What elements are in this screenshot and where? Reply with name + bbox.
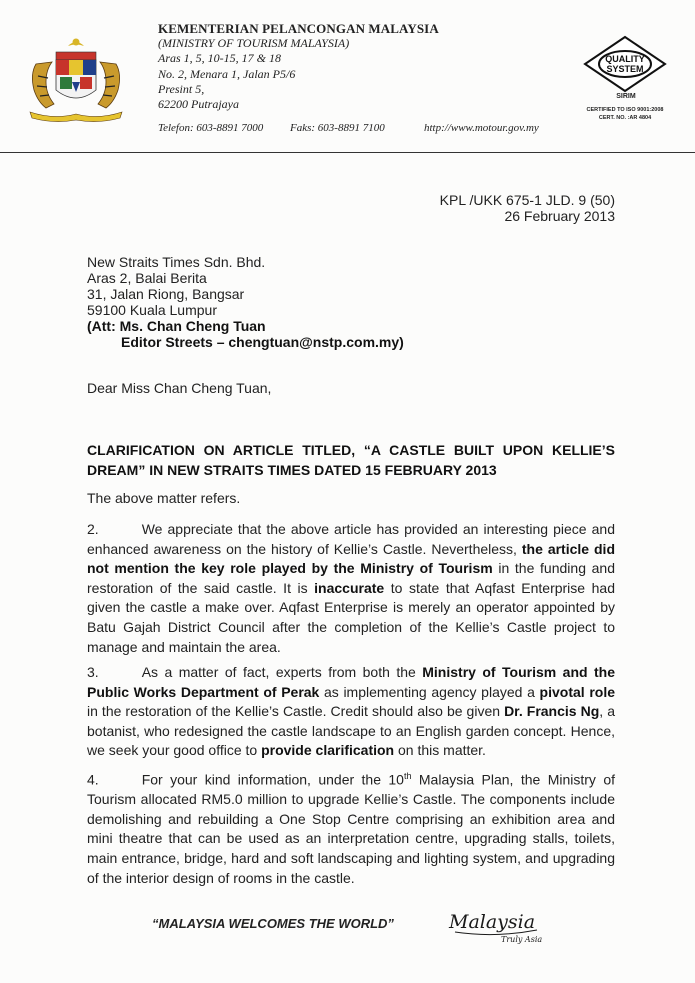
letter-date: 26 February 2013 xyxy=(504,208,615,224)
ministry-name: KEMENTERIAN PELANCONGAN MALAYSIA xyxy=(158,21,439,36)
badge-text-system: SYSTEM xyxy=(606,64,644,74)
attention-line: (Att: Ms. Chan Cheng Tuan xyxy=(87,318,266,334)
ministry-name-english: (MINISTRY OF TOURISM MALAYSIA) xyxy=(158,36,350,51)
letter-subject: CLARIFICATION ON ARTICLE TITLED, “A CASTLE BUILT UPON KELLIE’S DREAM” IN NEW STRAITS TIMES DATED 15 FEBRUARY 2013 xyxy=(87,442,615,478)
address-line: No. 2, Menara 1, Jalan P5/6 xyxy=(158,66,296,81)
fax-number: Faks: 603-8891 7100 xyxy=(290,122,385,134)
attention-editor-line: Editor Streets – chengtuan@nstp.com.my) xyxy=(121,334,404,350)
certification-standard: CERTIFIED TO ISO 9001:2008 xyxy=(586,107,664,113)
quality-system-badge-icon xyxy=(583,35,667,93)
telephone-number: Telefon: 603-8891 7000 xyxy=(158,122,264,134)
paragraph-text: to state that Aqfast Enterprise had given the castle a make over. Aqfast Enterprise is merely an operator appointed by Batu Gajah District Council after the completion of the Kellie’s Castle project to manage and maintain the area. xyxy=(87,579,615,655)
paragraph-emphasis: inaccurate xyxy=(314,579,385,596)
recipient-address-line: 59100 Kuala Lumpur xyxy=(87,302,217,318)
sirim-label: SIRIM xyxy=(616,93,636,100)
paragraph-text: on this matter. xyxy=(394,742,486,759)
paragraph-text: Malaysia Plan, the Ministry of Tourism allocated RM5.0 million to upgrade Kellie’s Castle. The components include demolishing and rebuilding a One Stop Centre comprising an exhibition area and mini theatre that can be used as an interpretation centre, upgrading stalls, toilets, main entrance, bridge, hard and soft landscaping and lighting system, and upgrading of the interior design of rooms in the castle. xyxy=(87,771,615,886)
paragraph-text: For your kind information, under the 10 xyxy=(141,771,404,788)
opening-line: The above matter refers. xyxy=(87,490,241,506)
paragraph-number: 2. xyxy=(87,521,99,537)
logo-wordmark: Malaysia xyxy=(449,911,536,933)
address-line: Aras 1, 5, 10-15, 17 & 18 xyxy=(158,51,281,66)
paragraph-number: 3. xyxy=(87,664,99,680)
paragraph-2 xyxy=(87,520,615,657)
paragraph-emphasis: Dr. Francis Ng xyxy=(504,703,600,720)
certification-info xyxy=(570,107,680,122)
letterhead-divider xyxy=(0,152,695,153)
paragraph-text: as implementing agency played a xyxy=(319,683,540,700)
certification-number: CERT. NO. :AR 4804 xyxy=(598,114,652,121)
paragraph-3 xyxy=(87,663,615,761)
malaysia-truly-asia-logo xyxy=(445,904,545,948)
superscript: th xyxy=(403,771,412,781)
recipient-address-line: Aras 2, Balai Berita xyxy=(87,270,207,286)
paragraph-text: in the funding and restoration of the said castle. It is xyxy=(87,560,616,596)
recipient-address-line: 31, Jalan Riong, Bangsar xyxy=(87,286,245,302)
website-link[interactable]: http://www.motour.gov.my xyxy=(424,122,539,134)
paragraph-number: 4. xyxy=(87,771,99,788)
paragraph-text: As a matter of fact, experts from both the xyxy=(141,664,423,680)
paragraph-4 xyxy=(87,767,615,888)
paragraph-text: We appreciate that the above article has provided an interesting piece and enhanced awareness on the history of Kellie’s Castle. Nevertheless, xyxy=(87,521,615,557)
letterhead-address xyxy=(158,21,439,112)
logo-tagline: Truly Asia xyxy=(501,935,543,944)
reference-number: KPL /UKK 675-1 JLD. 9 (50) xyxy=(439,192,615,208)
footer-slogan: “MALAYSIA WELCOMES THE WORLD” xyxy=(152,916,394,931)
recipient-name: New Straits Times Sdn. Bhd. xyxy=(87,254,266,270)
address-line: Presint 5, xyxy=(158,81,205,96)
coat-of-arms-icon xyxy=(24,34,128,124)
paragraph-emphasis: Ministry of Tourism and the Public Works Department of Perak xyxy=(87,664,615,700)
badge-text-quality: QUALITY xyxy=(605,54,645,64)
paragraph-emphasis: the article did not mention the key role played by the Ministry of Tourism xyxy=(87,540,615,577)
paragraph-emphasis: pivotal role xyxy=(539,683,616,700)
paragraph-text: , a botanist, who redesigned the castle landscape to an English garden concept. Hence, we seek your good office to xyxy=(87,703,615,759)
paragraph-text: in the restoration of the Kellie’s Castle. Credit should also be given xyxy=(87,703,505,720)
paragraph-emphasis: provide clarification xyxy=(261,742,395,759)
address-line: 62200 Putrajaya xyxy=(158,97,239,112)
salutation: Dear Miss Chan Cheng Tuan, xyxy=(87,380,272,396)
